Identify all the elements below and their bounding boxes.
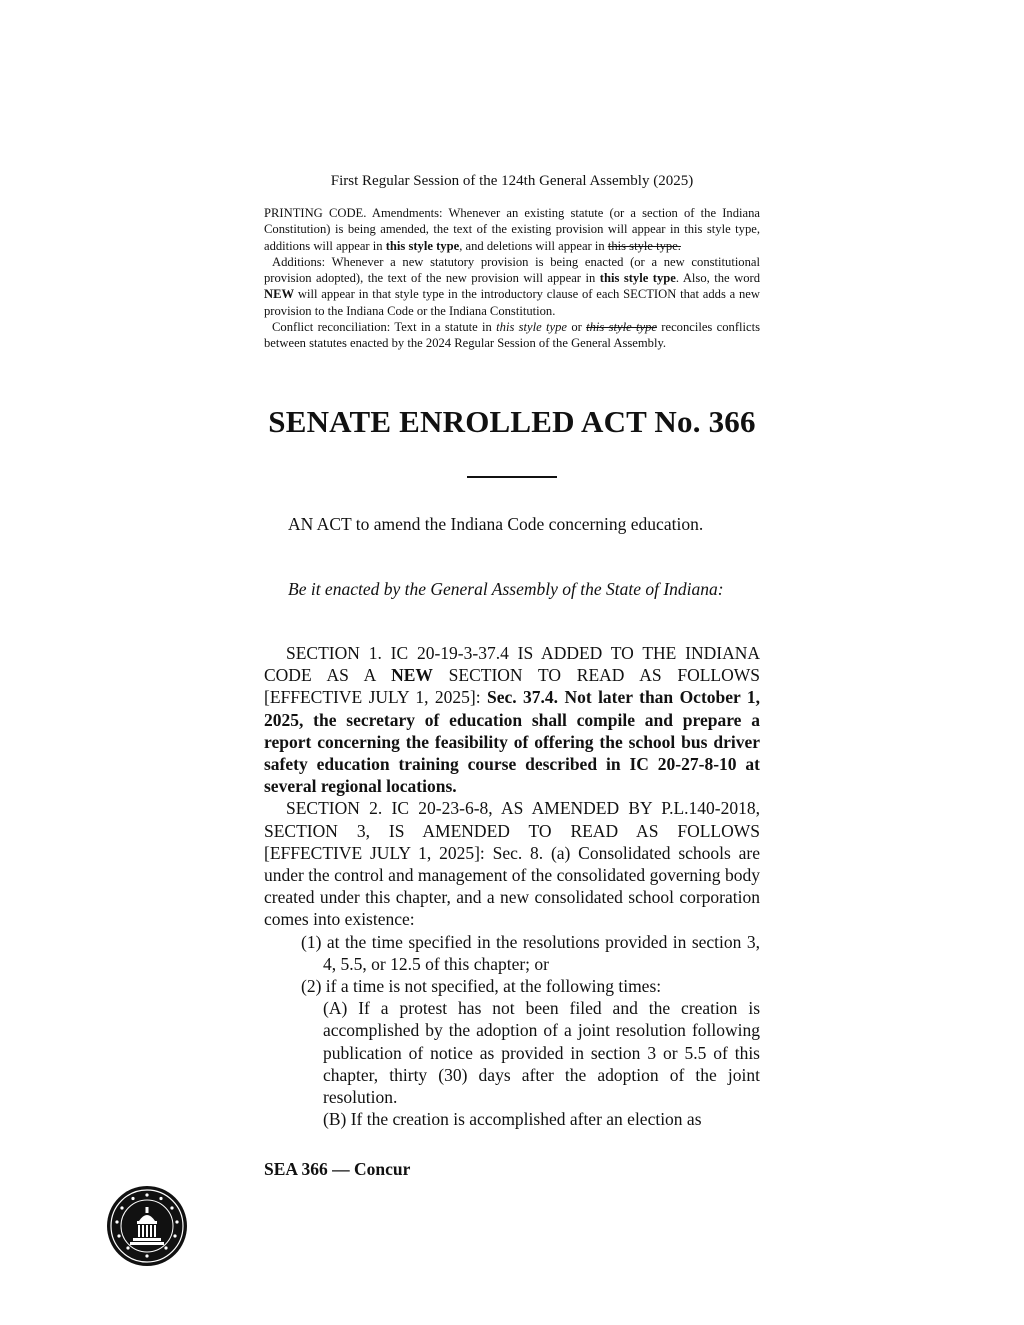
section-1 — [264, 642, 760, 797]
act-description: AN ACT to amend the Indiana Code concerning education. — [288, 514, 704, 534]
section-2-item-1: (1) at the time specified in the resolutions provided in section 3, 4, 5.5, or 12.5 of this chapter; or — [301, 931, 760, 974]
enacting-clause: Be it enacted by the General Assembly of the State of Indiana: — [288, 579, 724, 599]
section-1-added-text: Sec. 37.4. Not later than October 1, 2025, the secretary of education shall compile and prepare a report concerning the feasibility of offering the school bus driver safety education training course described in IC 20-27-8-10 at several regional locations. — [264, 687, 761, 797]
act-body — [264, 642, 760, 1130]
section-text: SECTION 1. IC 20-19-3-37.4 IS ADDED TO THE INDIANA CODE AS A — [264, 643, 760, 686]
printing-text: will appear in that style type in the introductory clause of each SECTION that adds a new provision to the Indiana Code or the Indiana Constitution. — [264, 287, 760, 318]
printing-code-block — [264, 205, 760, 352]
section-2-item-a: (A) If a protest has not been filed and the creation is accomplished by the adoption of a joint resolution following publication of notice as provided in section 3 or 5.5 of this chapter, thirty (30) days after the adoption of the joint resolution. — [323, 998, 760, 1108]
section-2-intro: SECTION 2. IC 20-23-6-8, AS AMENDED BY P.L.140-2018, SECTION 3, IS AMENDED TO READ AS FOLLOWS [EFFECTIVE JULY 1, 2025]: Sec. 8. (a) Consolidated schools are under the control and management of the consolidated governing body created under this chapter, and a new consolidated school corporation comes into existence: — [264, 798, 760, 930]
printing-code-amendments — [264, 205, 760, 254]
printing-bold-sample: this style type — [385, 238, 460, 253]
act-title: SENATE ENROLLED ACT No. 366 — [268, 404, 756, 439]
printing-italic-strike-sample: this style type — [586, 320, 657, 335]
printing-new-word: NEW — [264, 287, 295, 302]
footer-label: SEA 366 — Concur — [264, 1159, 411, 1179]
printing-text: reconciles conflicts between statutes enacted by the 2024 Regular Session of the General Assembly. — [264, 320, 760, 351]
section-2-item-b: (B) If the creation is accomplished after an election as — [323, 1109, 702, 1130]
printing-text: Conflict reconciliation: Text in a statute in — [272, 320, 497, 335]
printing-code-additions — [264, 254, 760, 319]
state-seal-icon — [106, 1185, 188, 1267]
printing-text: Additions: Whenever a new statutory provision is being enacted (or a new constitutional provision adopted), the text of the new provision will appear in — [264, 254, 760, 286]
printing-code-conflict — [264, 319, 760, 352]
printing-text: PRINTING CODE. Amendments: Whenever an existing statute (or a section of the Indiana Constitution) is being amended, the text of the existing provision will appear in this style type, additions will appear in — [264, 206, 760, 253]
title-divider — [467, 476, 557, 478]
printing-text: . Also, the word — [675, 271, 760, 286]
printing-text: or — [567, 320, 587, 335]
printing-bold-sample: this style type — [599, 271, 676, 286]
printing-strike-sample: this style type. — [607, 238, 681, 253]
session-header: First Regular Session of the 124th General Assembly (2025) — [330, 173, 694, 189]
section-text: SECTION TO READ AS FOLLOWS [EFFECTIVE JULY 1, 2025]: — [264, 665, 761, 708]
section-2-item-2: (2) if a time is not specified, at the following times: — [301, 976, 662, 997]
printing-text: , and deletions will appear in — [459, 238, 608, 253]
new-marker: NEW — [391, 665, 433, 686]
printing-italic-sample: this style type — [496, 320, 568, 335]
